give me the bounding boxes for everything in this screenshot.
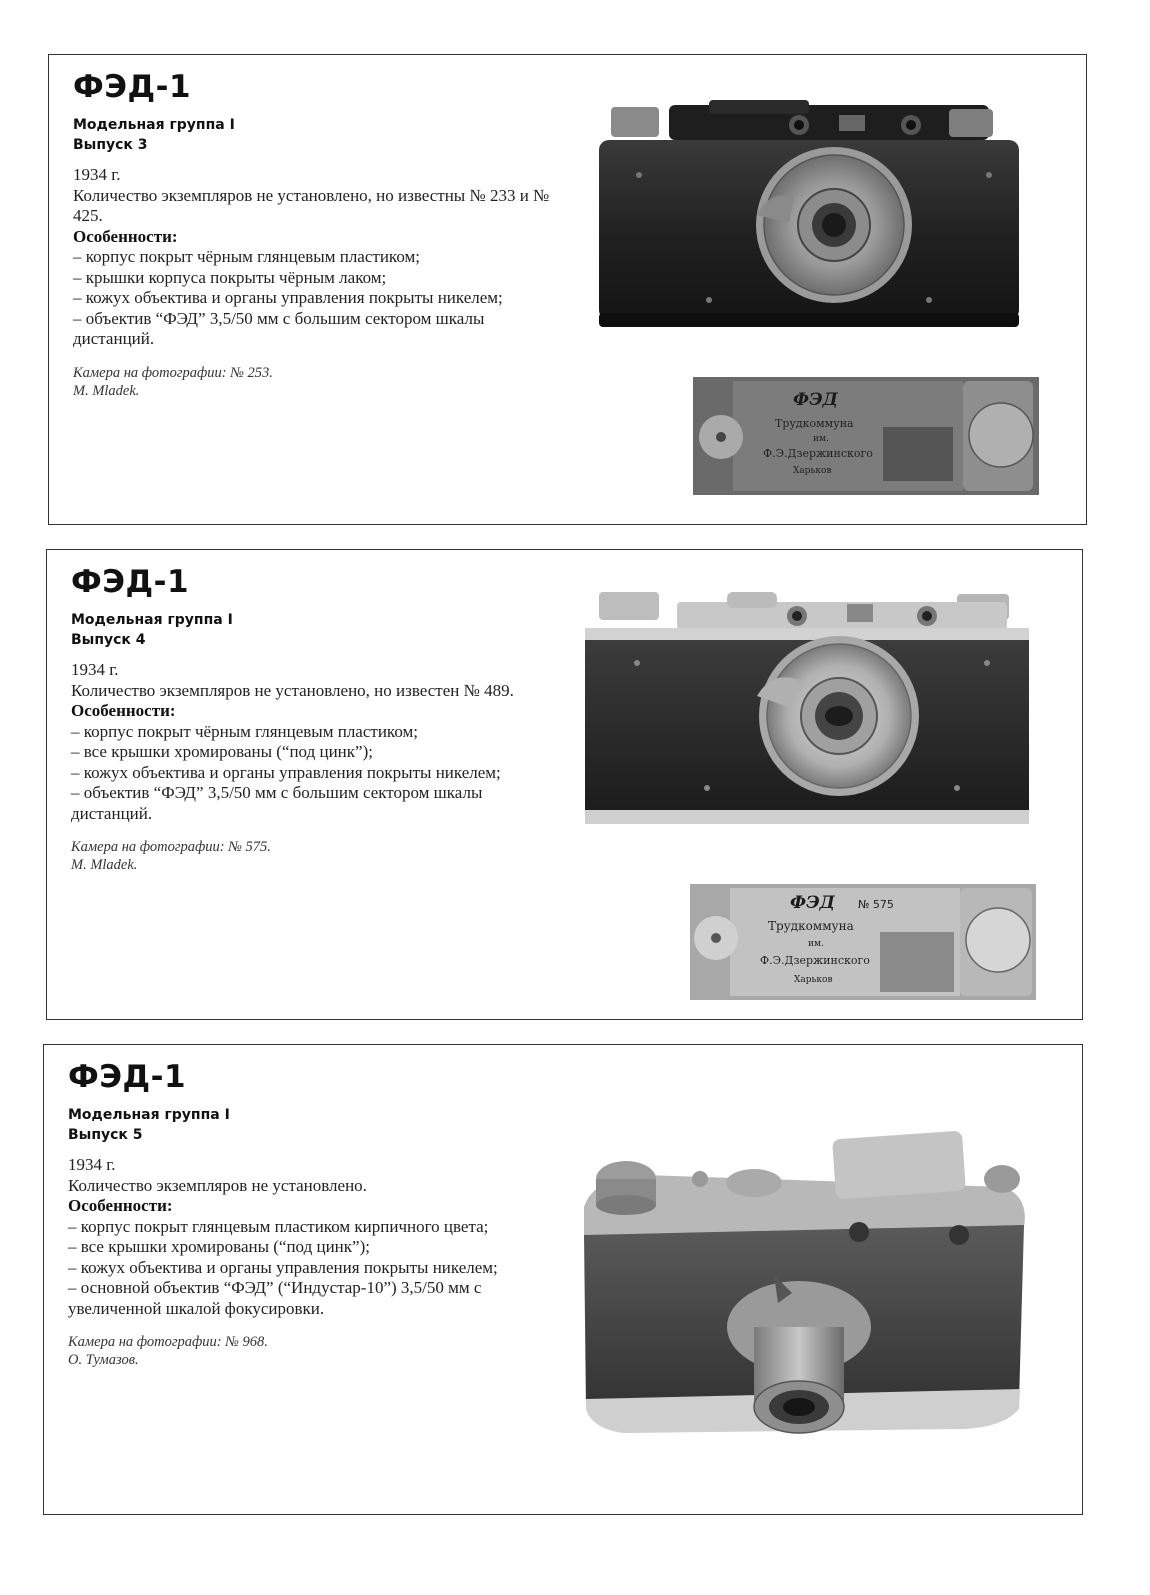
plate-line: Харьков bbox=[794, 975, 833, 985]
model-group: Модельная группа I bbox=[71, 612, 233, 628]
camera-photo bbox=[577, 588, 1037, 838]
plate-line: Харьков bbox=[793, 466, 832, 476]
entry-body bbox=[68, 1155, 548, 1319]
photo-caption: Камера на фотографии: № 575. bbox=[71, 839, 271, 855]
model-group: Модельная группа I bbox=[73, 117, 235, 133]
features-list bbox=[71, 722, 551, 825]
features-heading: Особенности: bbox=[68, 1196, 173, 1215]
feature-item: – основной объектив “ФЭД” (“Индустар-10”) 3,5/50 мм с увеличенной шкалой фокусировки. bbox=[68, 1278, 482, 1318]
year: 1934 г. bbox=[68, 1155, 116, 1174]
features-list bbox=[73, 247, 553, 350]
entry-title: ФЭД-1 bbox=[73, 69, 192, 105]
plate-brand: ФЭД bbox=[790, 893, 835, 913]
model-group: Модельная группа I bbox=[68, 1107, 230, 1123]
plate-brand: ФЭД bbox=[793, 390, 838, 410]
features-list bbox=[68, 1217, 548, 1320]
entry-card-1 bbox=[48, 54, 1087, 525]
entry-card-2 bbox=[46, 549, 1083, 1020]
count-text: Количество экземпляров не установлено, но известны № 233 и № 425. bbox=[73, 185, 550, 225]
photo-author: О. Тумазов. bbox=[68, 1352, 139, 1368]
photo-author: M. Mladek. bbox=[71, 857, 138, 873]
count-text: Количество экземпляров не установлено. bbox=[68, 1175, 367, 1195]
feature-item: – корпус покрыт глянцевым пластиком кирпичного цвета; bbox=[68, 1216, 489, 1236]
issue-number: Выпуск 3 bbox=[73, 137, 148, 153]
feature-item: – крышки корпуса покрыты чёрным лаком; bbox=[73, 267, 387, 287]
camera-photo bbox=[564, 1127, 1034, 1467]
features-heading: Особенности: bbox=[73, 226, 178, 246]
top-plate-photo bbox=[690, 884, 1036, 1000]
camera-photo bbox=[589, 95, 1029, 345]
feature-item: – кожух объектива и органы управления покрыты никелем; bbox=[71, 762, 501, 782]
photo-credit bbox=[73, 364, 553, 400]
entry-text bbox=[71, 564, 551, 874]
year: 1934 г. bbox=[73, 165, 121, 184]
features-heading: Особенности: bbox=[71, 701, 176, 720]
feature-item: – кожух объектива и органы управления покрыты никелем; bbox=[73, 288, 503, 307]
top-plate-photo bbox=[693, 377, 1039, 495]
plate-line: Ф.Э.Дзержинского bbox=[760, 954, 870, 967]
feature-item: – корпус покрыт чёрным глянцевым пластиком; bbox=[73, 247, 420, 266]
count-text: Количество экземпляров не установлено, но известен № 489. bbox=[71, 680, 514, 700]
issue-number: Выпуск 4 bbox=[71, 632, 146, 648]
photo-caption: Камера на фотографии: № 253. bbox=[73, 364, 273, 381]
feature-item: – объектив “ФЭД” 3,5/50 мм с большим сектором шкалы дистанций. bbox=[73, 308, 485, 348]
feature-item: – все крышки хромированы (“под цинк”); bbox=[68, 1237, 370, 1256]
year: 1934 г. bbox=[71, 660, 119, 679]
plate-line: Трудкоммуна bbox=[775, 417, 854, 430]
issue-number: Выпуск 5 bbox=[68, 1127, 143, 1143]
feature-item: – кожух объектива и органы управления покрыты никелем; bbox=[68, 1257, 498, 1277]
plate-line: Ф.Э.Дзержинского bbox=[763, 447, 873, 460]
entry-body bbox=[71, 660, 551, 824]
feature-item: – корпус покрыт чёрным глянцевым пластиком; bbox=[71, 721, 418, 741]
photo-credit bbox=[71, 838, 551, 874]
photo-credit bbox=[68, 1333, 548, 1369]
entry-title: ФЭД-1 bbox=[68, 1059, 187, 1095]
photo-caption: Камера на фотографии: № 968. bbox=[68, 1334, 268, 1350]
entry-body bbox=[73, 165, 553, 350]
entry-text bbox=[68, 1059, 548, 1369]
feature-item: – объектив “ФЭД” 3,5/50 мм с большим сектором шкалы дистанций. bbox=[71, 783, 483, 823]
plate-line: им. bbox=[813, 434, 829, 444]
plate-number: № 575 bbox=[858, 898, 894, 911]
photo-author: M. Mladek. bbox=[73, 382, 140, 399]
entry-card-3 bbox=[43, 1044, 1083, 1515]
feature-item: – все крышки хромированы (“под цинк”); bbox=[71, 742, 373, 761]
entry-title: ФЭД-1 bbox=[71, 564, 190, 600]
plate-line: Трудкоммуна bbox=[768, 919, 854, 933]
plate-line: им. bbox=[808, 939, 824, 949]
entry-text bbox=[73, 69, 553, 400]
